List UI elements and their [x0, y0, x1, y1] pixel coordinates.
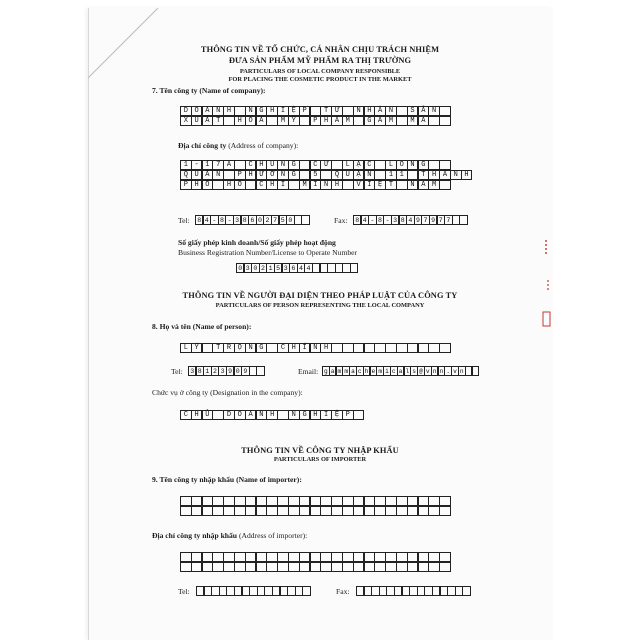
char-box: 2	[259, 263, 267, 273]
char-box: 4	[406, 215, 414, 225]
char-box: 1	[202, 160, 214, 170]
char-box: H	[223, 106, 235, 116]
char-box: G	[288, 160, 300, 170]
char-box: m	[378, 368, 383, 375]
stamp-marks	[540, 240, 554, 330]
char-box: C	[180, 410, 192, 420]
char-box: H	[191, 180, 203, 190]
char-box: 5	[279, 215, 287, 225]
char-box: U	[191, 170, 203, 180]
importer-address-line2	[180, 562, 451, 572]
char-box: 2	[211, 366, 219, 376]
char-box: A	[223, 160, 235, 170]
char-box: M	[299, 180, 311, 190]
char-box: P	[234, 170, 246, 180]
char-box: 7	[271, 215, 279, 225]
char-box: D	[180, 106, 192, 116]
char-box: A	[374, 116, 386, 126]
representative-title-vi: THÔNG TIN VỀ NGƯỜI ĐẠI DIỆN THEO PHÁP LUẬT CỦA CÔNG TY	[182, 291, 458, 300]
char-box: 0	[256, 215, 264, 225]
char-box: 8	[195, 215, 203, 225]
char-box: H	[266, 180, 278, 190]
char-box: g	[323, 368, 328, 375]
char-box	[439, 496, 451, 506]
char-box: Ẩ	[331, 116, 343, 126]
char-box	[439, 160, 451, 170]
company-address-line2	[180, 170, 472, 180]
char-box: H	[331, 180, 343, 190]
char-box: e	[371, 368, 376, 375]
char-box: Ỹ	[288, 116, 300, 126]
person-name-field	[180, 343, 451, 353]
char-box: -	[225, 215, 233, 225]
importer-title-en: PARTICULARS OF IMPORTER	[273, 456, 367, 463]
company-tel-label: Tel:	[178, 216, 190, 225]
char-box: H	[310, 410, 322, 420]
char-box: H	[320, 116, 332, 126]
char-box: 8	[241, 215, 249, 225]
char-box: 3	[282, 263, 290, 273]
char-box: Ư	[256, 170, 268, 180]
char-box: H	[428, 170, 440, 180]
char-box: N	[212, 106, 224, 116]
char-box: N	[288, 410, 300, 420]
person-tel-label: Tel:	[171, 367, 183, 376]
company-address-label: Địa chỉ công ty (Address of company):	[178, 141, 299, 150]
char-box: 8	[196, 366, 204, 376]
char-box: I	[277, 106, 289, 116]
char-box: N	[212, 170, 224, 180]
representative-title-en: PARTICULARS OF PERSON REPRESENTING THE LOCAL COMPANY	[215, 302, 425, 309]
license-label-vi: Số giấy phép kinh doanh/Số giấy phép hoạt động	[178, 238, 336, 247]
char-box: D	[223, 410, 235, 420]
char-box: 1	[266, 263, 274, 273]
char-box: C	[277, 343, 289, 353]
char-box: N	[277, 160, 289, 170]
char-box	[439, 343, 451, 353]
char-box: T	[320, 106, 332, 116]
char-box: Q	[180, 170, 192, 180]
importer-fax-label: Fax:	[336, 587, 350, 596]
char-box: 1	[396, 170, 408, 180]
char-box: U	[342, 170, 354, 180]
char-box: M	[428, 180, 440, 190]
char-box: Ý	[191, 343, 203, 353]
char-box: 9	[226, 366, 234, 376]
char-box: U	[191, 116, 203, 126]
char-box: Ố	[202, 180, 214, 190]
char-box: H	[364, 106, 376, 116]
char-box: L	[385, 160, 397, 170]
char-box: N	[310, 343, 322, 353]
char-box: a	[351, 368, 355, 375]
char-box: H	[320, 343, 332, 353]
char-box: O	[396, 160, 408, 170]
char-box: Ư	[320, 160, 332, 170]
char-box: A	[245, 410, 257, 420]
char-box: 9	[414, 215, 422, 225]
char-box: 8	[399, 215, 407, 225]
char-box: 0	[251, 263, 259, 273]
char-box: 1	[203, 366, 211, 376]
char-box: 3	[188, 366, 196, 376]
char-box: N	[245, 343, 257, 353]
char-box: R	[223, 343, 235, 353]
char-box: 3	[233, 215, 241, 225]
char-box: c	[357, 368, 362, 375]
char-box: 9	[241, 366, 249, 376]
char-box: 4	[361, 215, 369, 225]
char-box: a	[398, 368, 403, 375]
char-box: M	[407, 116, 419, 126]
char-box: Ậ	[353, 170, 365, 180]
char-box: H	[234, 116, 246, 126]
char-box: 8	[218, 215, 226, 225]
char-box: 0	[236, 263, 244, 273]
char-box: I	[310, 180, 322, 190]
char-box: 0	[286, 215, 294, 225]
char-box: 8	[353, 215, 361, 225]
char-box: N	[320, 180, 332, 190]
char-box: n	[459, 368, 464, 375]
char-box: v	[425, 368, 430, 375]
char-box: .	[446, 368, 450, 375]
char-box: -	[383, 215, 391, 225]
char-box: Ồ	[234, 180, 246, 190]
char-box: À	[439, 170, 451, 180]
char-box: A	[418, 180, 430, 190]
company-fax-label: Fax:	[334, 216, 348, 225]
char-box: 3	[218, 366, 226, 376]
char-box	[439, 116, 451, 126]
char-box: N	[407, 180, 419, 190]
char-box: H	[223, 180, 235, 190]
char-box: H	[256, 160, 268, 170]
char-box: M	[277, 116, 289, 126]
person-tel-field	[188, 366, 265, 376]
char-box: I	[364, 180, 376, 190]
char-box: 4	[304, 263, 312, 273]
char-box: G	[418, 160, 430, 170]
char-box	[439, 562, 451, 572]
char-box: Ờ	[266, 170, 278, 180]
license-label-en: Business Registration Number/License to Operate Number	[178, 248, 358, 257]
importer-name-line2	[180, 506, 451, 516]
char-box: s	[412, 368, 417, 375]
char-box: 9	[429, 215, 437, 225]
char-box: 6	[289, 263, 297, 273]
char-box: G	[256, 343, 268, 353]
char-box: Â	[374, 106, 386, 116]
char-box: 4	[203, 215, 211, 225]
char-box: Ủ	[202, 410, 214, 420]
company-name-label: 7. Tên công ty (Name of company):	[152, 86, 266, 95]
char-box: 0	[234, 366, 242, 376]
char-box: G	[256, 106, 268, 116]
char-box: G	[299, 410, 311, 420]
char-box: X	[180, 116, 192, 126]
char-box: 7	[212, 160, 224, 170]
char-box: Ư	[331, 106, 343, 116]
char-box: Ấ	[202, 116, 214, 126]
char-box: Â	[202, 170, 214, 180]
char-box: L	[180, 343, 192, 353]
char-box: i	[385, 368, 389, 375]
char-box: Ệ	[288, 106, 300, 116]
char-box: 7	[437, 215, 445, 225]
char-box: U	[266, 160, 278, 170]
char-box: 1	[385, 170, 397, 180]
char-box: P	[342, 410, 354, 420]
char-box: Q	[331, 170, 343, 180]
char-box: T	[385, 180, 397, 190]
char-box: N	[364, 170, 376, 180]
company-name-line2	[180, 116, 451, 126]
char-box	[353, 410, 365, 420]
char-box: 5	[310, 170, 322, 180]
char-box	[350, 263, 358, 273]
char-box	[256, 366, 264, 376]
char-box: M	[342, 116, 354, 126]
char-box: -	[191, 160, 203, 170]
char-box	[439, 180, 451, 190]
person-email-field	[322, 366, 479, 376]
importer-name-label: 9. Tên công ty nhập khẩu (Name of importer):	[152, 475, 302, 484]
char-box: V	[353, 180, 365, 190]
char-box: Ạ	[353, 160, 365, 170]
char-box: 3	[391, 215, 399, 225]
char-box	[301, 215, 309, 225]
char-box: O	[234, 410, 246, 420]
char-box	[459, 215, 467, 225]
title-vi-line1: THÔNG TIN VỀ TỔ CHỨC, CÁ NHÂN CHỊU TRÁCH NHIỆM	[200, 45, 440, 54]
importer-fax-field	[356, 586, 471, 596]
char-box: P	[310, 116, 322, 126]
char-box: @	[419, 368, 423, 375]
char-box: N	[407, 160, 419, 170]
char-box: N	[277, 170, 289, 180]
char-box: N	[256, 410, 268, 420]
char-box: T	[212, 343, 224, 353]
importer-title-vi: THÔNG TIN VỀ CÔNG TY NHẬP KHẨU	[241, 446, 399, 455]
char-box: l	[405, 368, 410, 375]
char-box: N	[385, 106, 397, 116]
designation-label: Chức vụ ở công ty (Designation in the company):	[152, 388, 303, 397]
importer-name-line1	[180, 496, 451, 506]
char-box	[439, 106, 451, 116]
char-box: 3	[244, 263, 252, 273]
char-box: H	[288, 343, 300, 353]
char-box: Ọ	[234, 343, 246, 353]
char-box: m	[344, 368, 349, 375]
char-box: P	[299, 106, 311, 116]
char-box	[462, 586, 470, 596]
char-box: S	[407, 106, 419, 116]
char-box: C	[256, 180, 268, 190]
company-address-line3	[180, 180, 451, 190]
char-box: Ả	[418, 106, 430, 116]
char-box	[302, 586, 310, 596]
char-box: I	[320, 410, 332, 420]
importer-address-line1	[180, 552, 451, 562]
char-box	[439, 506, 451, 516]
char-box: -	[210, 215, 218, 225]
char-box: Í	[277, 180, 289, 190]
char-box: a	[330, 368, 335, 375]
license-field	[236, 263, 358, 273]
char-box: O	[191, 106, 203, 116]
char-box: L	[342, 160, 354, 170]
char-box: v	[453, 368, 457, 375]
company-name-line1	[180, 106, 451, 116]
char-box: c	[391, 368, 396, 375]
char-box: P	[180, 180, 192, 190]
char-box: 2	[263, 215, 271, 225]
char-box: n	[432, 368, 437, 375]
title-vi-line2: ĐƯA SẢN PHẨM MỸ PHẨM RA THỊ TRƯỜNG	[228, 56, 412, 65]
company-tel-field	[195, 215, 310, 225]
importer-address-label: Địa chỉ công ty nhập khẩu (Address of importer):	[152, 531, 308, 540]
char-box: 8	[376, 215, 384, 225]
char-box: 7	[444, 215, 452, 225]
char-box: H	[461, 170, 473, 180]
char-box: 5	[274, 263, 282, 273]
char-box: Ó	[245, 116, 257, 126]
char-box: N	[428, 106, 440, 116]
char-box: Ệ	[374, 180, 386, 190]
char-box: A	[202, 106, 214, 116]
char-box: m	[337, 368, 342, 375]
designation-field	[180, 410, 364, 420]
title-en-line1: PARTICULARS OF LOCAL COMPANY RESPONSIBLE	[239, 68, 401, 75]
char-box: 7	[421, 215, 429, 225]
char-box: C	[364, 160, 376, 170]
char-box: A	[256, 116, 268, 126]
char-box: N	[450, 170, 462, 180]
char-box: G	[288, 170, 300, 180]
char-box: n	[439, 368, 444, 375]
char-box: 1	[180, 160, 192, 170]
char-box: 6	[248, 215, 256, 225]
char-box: H	[266, 410, 278, 420]
char-box: h	[364, 368, 369, 375]
char-box: H	[245, 170, 257, 180]
char-box	[472, 366, 480, 376]
char-box: H	[266, 106, 278, 116]
company-fax-field	[353, 215, 468, 225]
person-name-label: 8. Họ và tên (Name of person):	[152, 322, 252, 331]
company-address-line1	[180, 160, 451, 170]
char-box: N	[353, 106, 365, 116]
char-box: H	[191, 410, 203, 420]
person-email-label: Email:	[298, 367, 319, 376]
char-box: N	[245, 106, 257, 116]
title-en-line2: FOR PLACING THE COSMETIC PRODUCT IN THE MARKET	[228, 76, 412, 83]
char-box: -	[368, 215, 376, 225]
char-box: C	[245, 160, 257, 170]
char-box: M	[385, 116, 397, 126]
char-box: A	[418, 116, 430, 126]
char-box: Ệ	[331, 410, 343, 420]
char-box	[439, 552, 451, 562]
char-box: 4	[297, 263, 305, 273]
importer-tel-field	[196, 586, 311, 596]
char-box: C	[310, 160, 322, 170]
importer-tel-label: Tel:	[178, 587, 190, 596]
char-box: T	[212, 116, 224, 126]
char-box: T	[418, 170, 430, 180]
char-box: G	[364, 116, 376, 126]
char-box: Í	[299, 343, 311, 353]
